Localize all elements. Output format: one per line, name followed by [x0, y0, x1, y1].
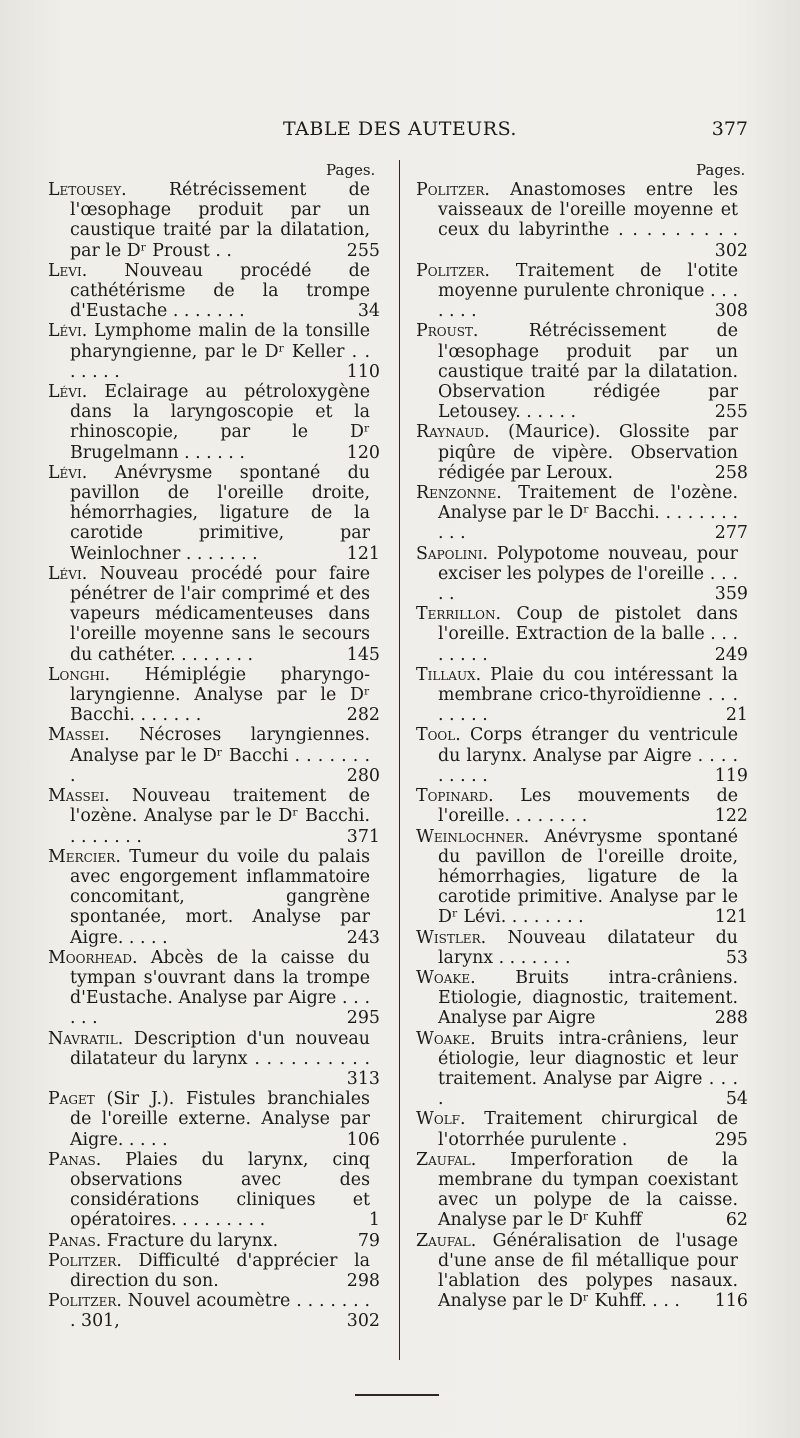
index-entry — [48, 1089, 380, 1150]
entry-description: Traitement chirurgical de l'otorrhée purulente . — [438, 1109, 738, 1150]
entry-page-number: 308 — [714, 301, 748, 322]
index-entry — [416, 967, 748, 1029]
index-entry — [416, 664, 748, 726]
index-entry — [416, 826, 748, 928]
entry-description: Eclairage au pétroloxygène dans la laryngoscopie et la rhinoscopie, par le Dʳ Brugelmann . . . . . . — [70, 382, 370, 463]
index-entry — [416, 543, 748, 605]
pages-label-right: Pages. — [696, 161, 746, 179]
running-header-title: TABLE DES AUTEURS. — [283, 118, 517, 140]
entry-page-number: 54 — [725, 1089, 748, 1110]
entry-page-number: 249 — [714, 644, 748, 665]
author-name: Lévi. — [48, 462, 88, 483]
entry-description: Nouvel acoumètre . . . . . . . . 301, — [70, 1291, 370, 1332]
entry-description: Traitement de l'ozène. Analyse par le Dʳ Bacchi. . . . . . . . . . . — [438, 483, 738, 544]
index-entry — [48, 846, 380, 948]
entry-page-number: 106 — [346, 1129, 380, 1150]
index-entry — [416, 260, 748, 322]
entry-description: Anastomoses entre les vaisseaux de l'oreille moyenne et ceux du labyrinthe . . . . . . . . . — [438, 180, 738, 241]
author-name: Terrillon. — [416, 604, 501, 625]
author-name: Wolf. — [416, 1109, 466, 1130]
entry-description: Plaie du cou intéressant la membrane crico-thyroïdienne . . . . . . . . — [438, 664, 738, 726]
author-name: Proust. — [416, 321, 479, 342]
entry-page-number: 295 — [714, 1129, 748, 1150]
index-entry — [416, 604, 748, 665]
entry-description: (Sir J.). Fistules branchiales de l'oreille externe. Analyse par Aigre. . . . . — [70, 1089, 370, 1150]
entry-description: Nouveau procédé pour faire pénétrer de l'air comprimé et des vapeurs médicamenteuses dans l'oreille moyenne sans le secours du cathéter. . . . . . . . — [70, 563, 370, 665]
entry-page-number: 359 — [714, 584, 748, 605]
index-entry — [416, 725, 748, 786]
entry-page-number: 145 — [346, 644, 380, 665]
entry-page-number: 21 — [725, 705, 748, 726]
author-name: Weinlochner. — [416, 826, 530, 847]
author-name: Lévi. — [48, 321, 88, 342]
author-name: Politzer. — [48, 1291, 122, 1312]
entry-page-number: 34 — [357, 301, 380, 322]
author-name: Panas. — [48, 1149, 102, 1170]
entry-page-number: 255 — [714, 402, 748, 423]
index-entry — [48, 1028, 380, 1090]
entry-description: Plaies du larynx, cinq observations avec des considérations cliniques et opératoires. . . . . . . . . — [70, 1149, 370, 1231]
entry-description: Abcès de la caisse du tympan s'ouvrant dans la trompe d'Eustache. Analyse par Aigre . . . . . . — [70, 947, 370, 1029]
author-name: Topinard. — [416, 786, 494, 807]
index-entry — [48, 260, 380, 322]
author-name: Tillaux. — [416, 664, 482, 685]
author-name: Letousey. — [48, 180, 127, 200]
entry-page-number: 110 — [346, 361, 380, 382]
index-entry — [416, 927, 748, 968]
index-entry — [48, 180, 380, 261]
index-entry — [48, 1291, 380, 1332]
entry-description: Imperforation de la membrane du tympan coexistant avec un polype de la caisse. Analyse par le Dʳ Kuhff — [438, 1149, 738, 1231]
entry-description: Polypotome nouveau, pour exciser les polypes de l'oreille . . . . . — [438, 543, 738, 605]
index-entry — [416, 483, 748, 544]
author-name: Woake. — [416, 1028, 476, 1049]
entry-description: Description d'un nouveau dilatateur du larynx . . . . . . . . . . — [70, 1028, 370, 1069]
entry-page-number: 122 — [714, 806, 748, 827]
index-entry — [48, 321, 380, 382]
author-name: Lévi. — [48, 382, 88, 403]
entry-description: Nouveau procédé de cathétérisme de la trompe d'Eustache . . . . . . . — [70, 260, 370, 322]
entry-page-number: 371 — [346, 826, 380, 847]
entry-description: Traitement de l'otite moyenne purulente chronique . . . . . . . — [438, 260, 738, 322]
entry-page-number: 313 — [346, 1068, 380, 1089]
index-entry — [48, 947, 380, 1029]
author-name: Mercier. — [48, 846, 121, 867]
entry-page-number: 121 — [346, 543, 380, 564]
author-name: Zaufal. — [416, 1149, 477, 1170]
author-name: Politzer. — [416, 260, 490, 281]
entry-description: Corps étranger du ventricule du larynx. Analyse par Aigre . . . . . . . . . — [438, 725, 738, 786]
author-name: Zaufal. — [416, 1230, 477, 1251]
author-name: Wistler. — [416, 927, 487, 948]
index-entry — [416, 1230, 748, 1312]
author-name: Navratil. — [48, 1028, 124, 1049]
author-name: Tool. — [416, 725, 461, 746]
entry-description: Coup de pistolet dans l'oreille. Extraction de la balle . . . . . . . . — [438, 604, 738, 665]
entry-page-number: 53 — [725, 947, 748, 968]
author-name: Massei. — [48, 786, 110, 807]
index-entry — [416, 422, 748, 483]
index-entry — [416, 1109, 748, 1150]
entry-page-number: 116 — [714, 1291, 748, 1312]
entry-description: Fracture du larynx. — [101, 1230, 279, 1251]
author-name: Longhi. — [48, 664, 111, 685]
pages-label-left: Pages. — [326, 161, 376, 179]
right-column — [416, 180, 748, 1312]
entry-page-number: 120 — [346, 442, 380, 463]
entry-page-number: 1 — [368, 1210, 380, 1231]
author-name: Sapolini. — [416, 543, 488, 564]
index-entry — [416, 180, 748, 261]
index-entry — [48, 563, 380, 665]
entry-description: Nouveau dilatateur du larynx . . . . . . . — [438, 927, 738, 968]
entry-description: (Maurice). Glossite par piqûre de vipère. Observation rédigée par Leroux. — [438, 422, 738, 483]
author-name: Politzer. — [416, 180, 490, 200]
entry-description: Bruits intra-crâniens. Etiologie, diagnostic, traitement. Analyse par Aigre — [438, 967, 738, 1029]
entry-description: Hémiplégie pharyngo-laryngienne. Analyse par le Dʳ Bacchi. . . . . . . — [70, 664, 370, 726]
column-divider — [399, 160, 400, 1360]
author-name: Panas. — [48, 1230, 102, 1251]
author-name: Lévi. — [48, 563, 88, 584]
entry-description: Nouveau traitement de l'ozène. Analyse par le Dʳ Bacchi. . . . . . . . — [70, 786, 370, 847]
entry-page-number: 62 — [725, 1210, 748, 1231]
index-entry — [416, 786, 748, 827]
entry-page-number: 280 — [346, 765, 380, 786]
index-entry — [416, 321, 748, 423]
index-entry — [48, 462, 380, 564]
author-name: Moorhead. — [48, 947, 138, 968]
entry-description: Anévrysme spontané du pavillon de l'oreille droite, hémorrhagies, ligature de la carotide primitive, par Weinlochner . . . . . . . — [70, 462, 370, 564]
entry-page-number: 298 — [346, 1270, 380, 1291]
entry-page-number: 119 — [714, 765, 748, 786]
author-name: Politzer. — [48, 1250, 122, 1271]
entry-description: Tumeur du voile du palais avec engorgement inflammatoire concomitant, gangrène spontanée, mort. Analyse par Aigre. . . . . — [70, 846, 370, 948]
index-entry — [48, 1149, 380, 1231]
entry-page-number: 255 — [346, 240, 380, 261]
index-entry — [48, 1230, 380, 1251]
index-entry — [416, 1028, 748, 1110]
entry-description: Les mouvements de l'oreille. . . . . . . . — [438, 786, 738, 827]
index-entry — [48, 664, 380, 726]
entry-description: Nécroses laryngiennes. Analyse par le Dʳ Bacchi . . . . . . . . — [70, 725, 370, 786]
entry-page-number: 295 — [346, 1008, 380, 1029]
entry-description: Généralisation de l'usage d'une anse de fil métallique pour l'ablation des polypes nasaux. Analyse par le Dʳ Kuhff. . . . — [438, 1230, 738, 1312]
entry-description: Lymphome malin de la tonsille pharyngienne, par le Dʳ Keller . . . . . . . — [70, 321, 370, 382]
entry-page-number: 302 — [346, 1311, 380, 1332]
index-entry — [416, 1149, 748, 1231]
entry-page-number: 288 — [714, 1008, 748, 1029]
entry-page-number: 302 — [714, 240, 748, 261]
author-name: Levi. — [48, 260, 88, 281]
index-entry — [48, 786, 380, 847]
author-name: Woake. — [416, 967, 476, 988]
author-name: Massei. — [48, 725, 110, 746]
index-entry — [48, 382, 380, 463]
author-name: Raynaud. — [416, 422, 490, 443]
entry-page-number: 121 — [714, 907, 748, 928]
left-column — [48, 180, 380, 1332]
entry-page-number: 258 — [714, 462, 748, 483]
entry-description: Difficulté d'apprécier la direction du son. — [70, 1250, 370, 1291]
bottom-rule — [355, 1394, 439, 1396]
entry-description: Anévrysme spontané du pavillon de l'oreille droite, hémorrhagies, ligature de la carotide primitive. Analyse par le Dʳ Lévi. . . . . . . . — [438, 826, 738, 928]
entry-page-number: 79 — [357, 1230, 380, 1251]
author-name: Renzonne. — [416, 483, 502, 504]
entry-description: Bruits intra-crâniens, leur étiologie, leur diagnostic et leur traitement. Analyse par Aigre . . . . — [438, 1028, 738, 1110]
author-name: Paget — [48, 1089, 95, 1110]
index-entry — [48, 725, 380, 786]
entry-page-number: 282 — [346, 705, 380, 726]
index-entry — [48, 1250, 380, 1291]
entry-page-number: 243 — [346, 927, 380, 948]
entry-description: Rétrécissement de l'œsophage produit par un caustique traité par la dilatation, par le Dʳ Proust . . — [70, 180, 370, 261]
entry-description: Rétrécissement de l'œsophage produit par un caustique traité par la dilatation. Observation rédigée par Letousey. . . . . . — [438, 321, 738, 423]
entry-page-number: 277 — [714, 523, 748, 544]
page-number: 377 — [711, 118, 748, 140]
